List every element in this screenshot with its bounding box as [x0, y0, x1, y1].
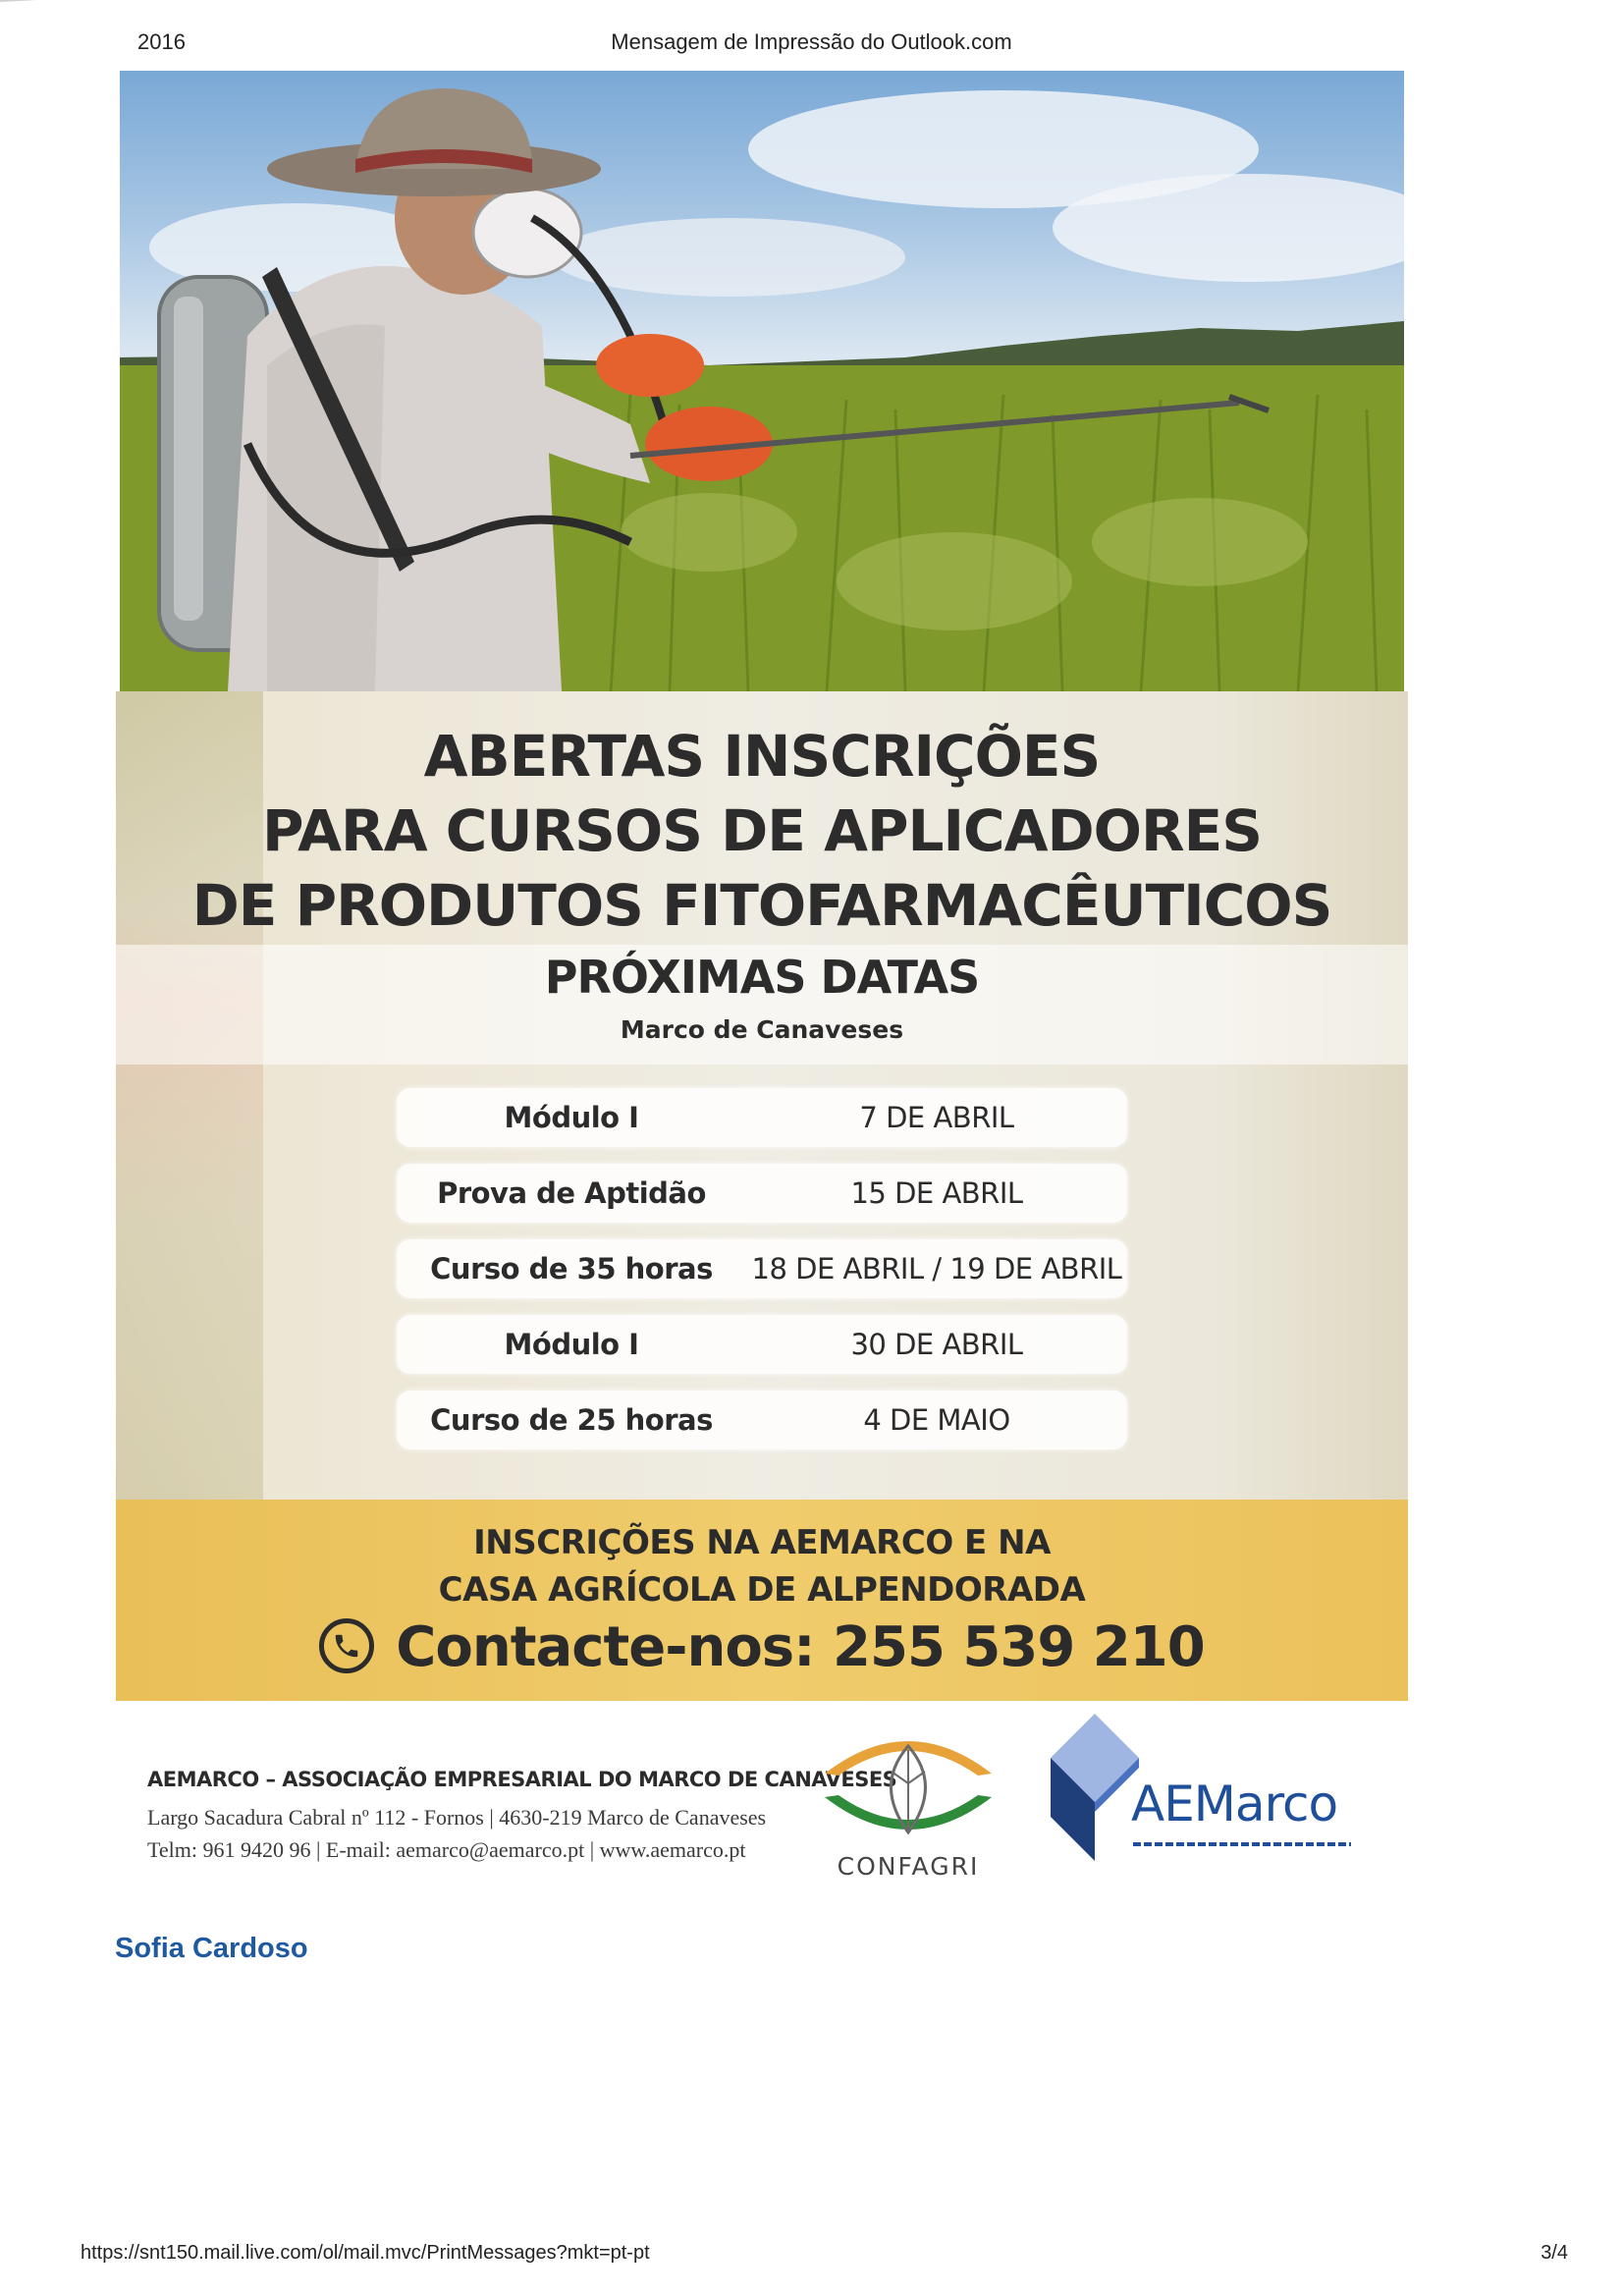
- schedule-row: [397, 1239, 1127, 1298]
- confagri-emblem-icon: [815, 1717, 1001, 1854]
- poster-headline: [116, 719, 1408, 943]
- poster-body: [116, 691, 1408, 1572]
- phone-icon: [319, 1618, 374, 1673]
- schedule-row: [397, 1315, 1127, 1374]
- aemarco-logo: [1041, 1709, 1365, 1876]
- aemarco-cube-icon: [1041, 1709, 1139, 1866]
- schedule-date: 15 DE ABRIL: [850, 1176, 1023, 1210]
- organization-address: Largo Sacadura Cabral nº 112 - Fornos | 4630-219 Marco de Canaveses: [147, 1805, 767, 1830]
- schedule-date: 4 DE MAIO: [863, 1403, 1010, 1437]
- organization-name: AEMARCO – ASSOCIAÇÃO EMPRESARIAL DO MARCO DE CANAVESES: [147, 1768, 897, 1791]
- registration-band: [116, 1500, 1408, 1701]
- schedule-table: [397, 1088, 1127, 1466]
- schedule-label: Curso de 25 horas: [430, 1403, 713, 1437]
- headline-line: PARA CURSOS DE APLICADORES: [261, 797, 1263, 864]
- schedule-row: [397, 1164, 1127, 1223]
- print-date: 2016: [137, 29, 186, 54]
- schedule-row: [397, 1088, 1127, 1147]
- organization-info: [147, 1768, 897, 1866]
- sender-name: Sofia Cardoso: [115, 1933, 308, 1964]
- schedule-date: 30 DE ABRIL: [850, 1328, 1023, 1361]
- print-title: Mensagem de Impressão do Outlook.com: [611, 29, 1012, 54]
- aemarco-tagline: [1133, 1842, 1351, 1846]
- headline-line: DE PRODUTOS FITOFARMACÊUTICOS: [191, 872, 1332, 939]
- contact-text: Contacte-nos: 255 539 210: [396, 1615, 1205, 1679]
- organization-contact: Telm: 961 9420 96 | E-mail: aemarco@aemarco.pt | www.aemarco.pt: [147, 1837, 746, 1862]
- registration-line: CASA AGRÍCOLA DE ALPENDORADA: [438, 1570, 1086, 1610]
- schedule-label: Módulo I: [504, 1328, 639, 1361]
- schedule-label: Módulo I: [504, 1101, 639, 1134]
- farmer-spraying-photo: [120, 71, 1404, 691]
- scan-artifact: [0, 0, 177, 26]
- contact-line: [116, 1615, 1408, 1679]
- farmer-spraying-illustration: [120, 71, 1404, 691]
- schedule-label: Curso de 35 horas: [430, 1252, 713, 1285]
- print-url: https://snt150.mail.live.com/ol/mail.mvc/PrintMessages?mkt=pt-pt: [81, 2242, 650, 2264]
- schedule-row: [397, 1391, 1127, 1449]
- dates-title: PRÓXIMAS DATAS: [544, 951, 980, 1004]
- aemarco-wordmark: AEMarco: [1131, 1776, 1338, 1832]
- headline-line: ABERTAS INSCRIÇÕES: [423, 723, 1101, 790]
- registration-text: [116, 1519, 1408, 1613]
- registration-line: INSCRIÇÕES NA AEMARCO E NA: [473, 1523, 1051, 1562]
- schedule-date: 18 DE ABRIL / 19 DE ABRIL: [751, 1252, 1122, 1285]
- course-poster: [116, 71, 1408, 1701]
- confagri-wordmark: CONFAGRI: [837, 1852, 980, 1881]
- confagri-logo: [815, 1717, 1001, 1884]
- dates-location: Marco de Canaveses: [620, 1015, 904, 1044]
- print-page-number: 3/4: [1541, 2242, 1568, 2264]
- schedule-date: 7 DE ABRIL: [859, 1101, 1014, 1134]
- schedule-label: Prova de Aptidão: [437, 1176, 706, 1210]
